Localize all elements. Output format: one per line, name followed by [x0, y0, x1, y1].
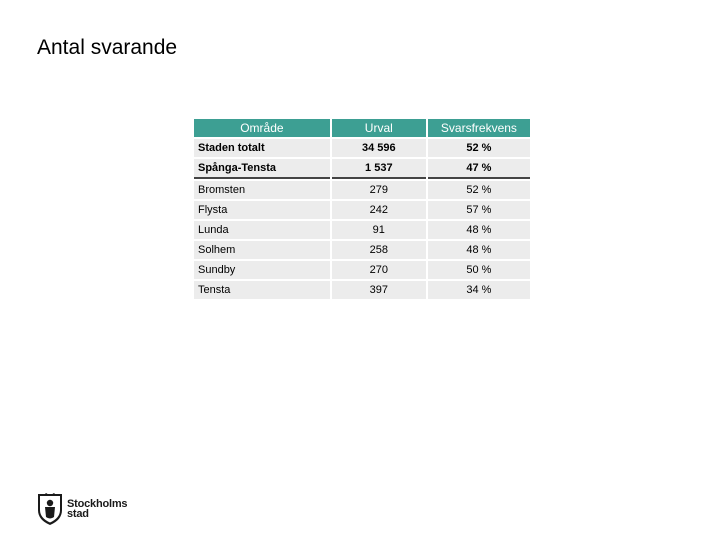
header-freq: Svarsfrekvens	[428, 119, 530, 137]
cell-freq: 48 %	[428, 241, 530, 259]
logo-text	[67, 499, 127, 519]
response-table	[192, 117, 532, 301]
stockholm-crest-icon	[37, 492, 63, 526]
table-row	[194, 261, 530, 279]
cell-urval: 258	[332, 241, 426, 259]
cell-area: Flysta	[194, 201, 330, 219]
header-area: Område	[194, 119, 330, 137]
cell-freq: 52 %	[428, 139, 530, 157]
stockholms-stad-logo	[37, 492, 127, 526]
table-row	[194, 159, 530, 179]
cell-urval: 270	[332, 261, 426, 279]
table-row	[194, 281, 530, 299]
table-row	[194, 139, 530, 157]
cell-area: Sundby	[194, 261, 330, 279]
cell-freq: 50 %	[428, 261, 530, 279]
cell-area: Bromsten	[194, 181, 330, 199]
logo-line-2: stad	[67, 508, 89, 520]
table-row	[194, 181, 530, 199]
header-urval: Urval	[332, 119, 426, 137]
table-row	[194, 241, 530, 259]
cell-area: Spånga-Tensta	[194, 159, 330, 179]
cell-area: Solhem	[194, 241, 330, 259]
logo-line-1: Stockholms	[67, 498, 128, 510]
cell-area: Tensta	[194, 281, 330, 299]
cell-freq: 52 %	[428, 181, 530, 199]
page-title: Antal svarande	[37, 36, 178, 59]
cell-freq: 47 %	[428, 159, 530, 179]
cell-urval: 279	[332, 181, 426, 199]
table-row	[194, 221, 530, 239]
cell-urval: 242	[332, 201, 426, 219]
cell-area: Staden totalt	[194, 139, 330, 157]
cell-urval: 91	[332, 221, 426, 239]
cell-freq: 57 %	[428, 201, 530, 219]
cell-freq: 48 %	[428, 221, 530, 239]
table-header-row	[194, 119, 530, 137]
table-row	[194, 201, 530, 219]
cell-urval: 1 537	[332, 159, 426, 179]
cell-urval: 34 596	[332, 139, 426, 157]
cell-area: Lunda	[194, 221, 330, 239]
cell-freq: 34 %	[428, 281, 530, 299]
cell-urval: 397	[332, 281, 426, 299]
